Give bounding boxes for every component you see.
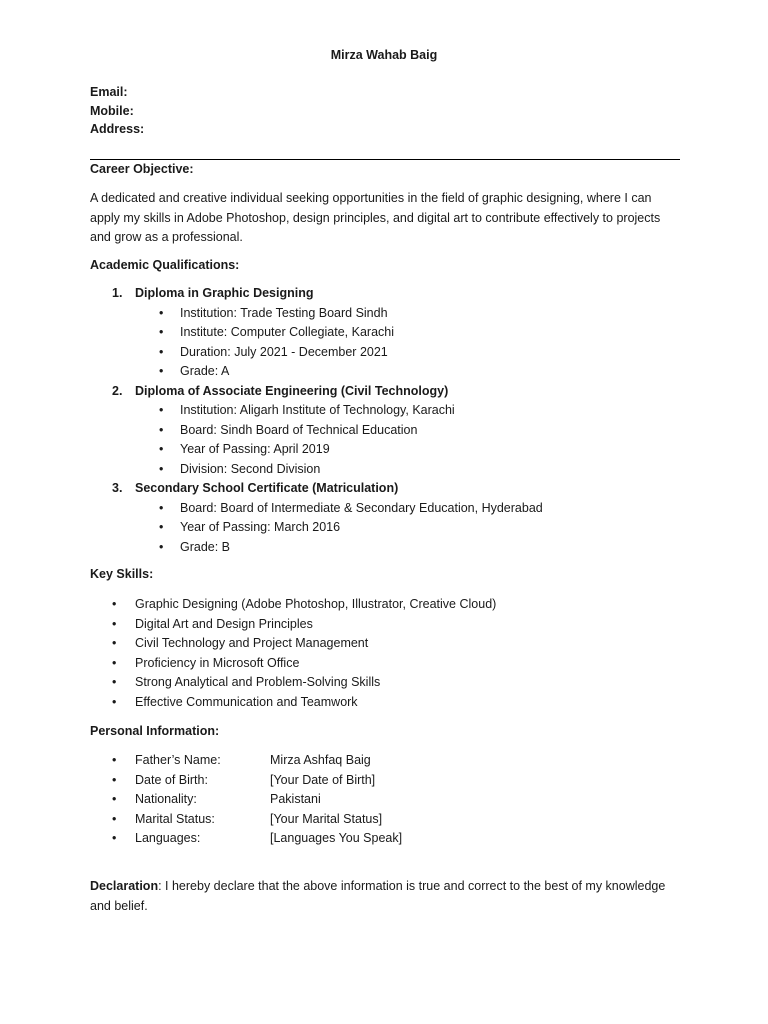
detail-item (135, 440, 680, 460)
skill-text: Digital Art and Design Principles (135, 616, 313, 631)
bullet-icon: • (112, 694, 117, 709)
detail-text: Institution: Aligarh Institute of Technology, Karachi (180, 403, 455, 417)
qualification-details (135, 499, 680, 558)
bullet-icon: • (159, 422, 164, 437)
detail-item (135, 499, 680, 519)
academic-heading: Academic Qualifications: (90, 258, 240, 272)
field-value: [Your Marital Status] (270, 811, 383, 826)
detail-item (135, 421, 680, 441)
bullet-icon: • (112, 636, 117, 650)
qualification-item (90, 284, 680, 382)
skill-item (90, 615, 682, 635)
field-value: [Languages You Speak] (270, 831, 403, 845)
skill-text: Graphic Designing (Adobe Photoshop, Illustrator, Creative Cloud) (135, 597, 497, 611)
detail-item (135, 304, 680, 324)
qualification-details (135, 304, 680, 382)
detail-text: Institute: Computer Collegiate, Karachi (180, 325, 394, 339)
field-label: Nationality: (135, 792, 197, 806)
skill-item (90, 595, 682, 615)
skill-text: Effective Communication and Teamwork (135, 694, 358, 709)
bullet-icon: • (112, 616, 117, 631)
personal-info-row (90, 790, 682, 810)
bullet-icon: • (159, 539, 164, 554)
bullet-icon: • (159, 364, 164, 378)
bullet-icon: • (112, 811, 117, 826)
detail-item (135, 401, 680, 421)
personal-info-row (90, 751, 682, 771)
bullet-icon: • (112, 792, 117, 806)
qualification-title: Diploma of Associate Engineering (Civil Technology) (135, 383, 449, 398)
bullet-icon: • (159, 325, 164, 339)
career-line-3: and grow as a professional. (90, 230, 243, 244)
bullet-icon: • (112, 831, 117, 845)
email-label: Email: (90, 85, 128, 99)
bullet-icon: • (112, 753, 117, 767)
personal-info-list (90, 751, 682, 849)
skill-item (90, 634, 682, 654)
personal-info-row (90, 829, 682, 849)
qualification-title: Secondary School Certificate (Matriculation) (135, 481, 399, 495)
declaration-label: Declaration (90, 879, 159, 893)
skill-item (90, 654, 682, 674)
bullet-icon: • (112, 597, 117, 611)
qualification-number: 1. (112, 286, 123, 300)
mobile-label: Mobile: (90, 103, 134, 118)
field-value: [Your Date of Birth] (270, 772, 376, 787)
detail-text: Board: Board of Intermediate & Secondary Education, Hyderabad (180, 500, 543, 515)
detail-text: Division: Second Division (180, 461, 321, 476)
qualification-item (90, 479, 680, 557)
personal-info-row (90, 771, 682, 791)
declaration-line-1 (90, 877, 682, 897)
field-label: Marital Status: (135, 811, 215, 826)
declaration-line-2: and belief. (90, 898, 148, 913)
qualification-number: 3. (112, 481, 123, 495)
skill-item (90, 693, 682, 713)
detail-item (135, 343, 680, 363)
detail-text: Institution: Trade Testing Board Sindh (180, 305, 388, 320)
qualification-details (135, 401, 680, 479)
qualification-title: Diploma in Graphic Designing (135, 286, 314, 300)
career-objective-heading: Career Objective: (90, 162, 194, 176)
field-label: Father’s Name: (135, 753, 221, 767)
career-objective-text (90, 189, 682, 248)
detail-item (135, 538, 680, 558)
key-skills-block (90, 595, 682, 712)
key-skills-heading: Key Skills: (90, 567, 154, 581)
bullet-icon: • (159, 442, 164, 456)
address-label: Address: (90, 122, 145, 136)
bullet-icon: • (159, 461, 164, 476)
field-label: Date of Birth: (135, 772, 208, 787)
bullet-icon: • (112, 655, 117, 670)
bullet-icon: • (112, 675, 117, 689)
personal-info-block (90, 751, 682, 849)
bullet-icon: • (159, 344, 164, 359)
key-skills-list (90, 595, 682, 712)
skill-text: Proficiency in Microsoft Office (135, 655, 300, 670)
bullet-icon: • (159, 403, 164, 417)
personal-info-heading: Personal Information: (90, 724, 220, 738)
qualification-item (90, 382, 680, 480)
detail-item (135, 460, 680, 480)
detail-item (135, 323, 680, 343)
career-line-2: apply my skills in Adobe Photoshop, design principles, and digital art to contribute effectively to projects (90, 210, 661, 225)
bullet-icon: • (112, 772, 117, 787)
detail-text: Duration: July 2021 - December 2021 (180, 344, 388, 359)
bullet-icon: • (159, 520, 164, 534)
section-divider (90, 159, 680, 160)
skill-text: Strong Analytical and Problem-Solving Skills (135, 675, 381, 689)
declaration-block (90, 877, 682, 916)
declaration-text: : I hereby declare that the above information is true and correct to the best of my knowledge (158, 879, 666, 893)
career-line-1: A dedicated and creative individual seeking opportunities in the field of graphic designing, where I can (90, 191, 652, 205)
detail-text: Board: Sindh Board of Technical Education (180, 422, 418, 437)
detail-text: Year of Passing: March 2016 (180, 520, 341, 534)
academic-list (90, 284, 680, 557)
field-value: Mirza Ashfaq Baig (270, 753, 371, 767)
detail-text: Grade: B (180, 539, 231, 554)
contact-block (90, 83, 144, 139)
personal-info-row (90, 810, 682, 830)
skill-item (90, 673, 682, 693)
candidate-name: Mirza Wahab Baig (330, 48, 438, 62)
bullet-icon: • (159, 500, 164, 515)
qualification-number: 2. (112, 383, 123, 398)
field-value: Pakistani (270, 792, 321, 806)
bullet-icon: • (159, 305, 164, 320)
detail-item (135, 362, 680, 382)
field-label: Languages: (135, 831, 201, 845)
detail-item (135, 518, 680, 538)
detail-text: Grade: A (180, 364, 230, 378)
detail-text: Year of Passing: April 2019 (180, 442, 330, 456)
skill-text: Civil Technology and Project Management (135, 636, 369, 650)
